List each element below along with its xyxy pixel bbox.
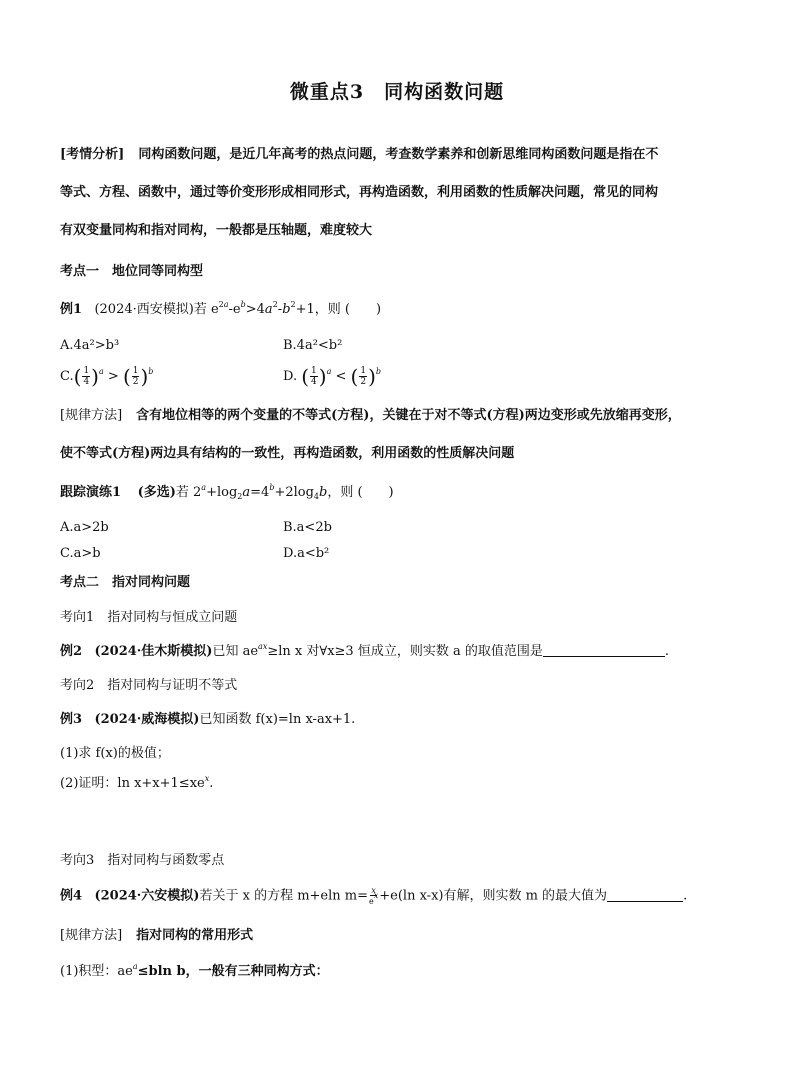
example-1-tail: ，则 ( ) [314, 302, 382, 317]
example-4-source: (2024·六安模拟) [94, 888, 200, 904]
example-1-option-b: B.4a²<b² [283, 338, 343, 353]
rule-text-1: 含有地位相等的两个变量的不等式(方程)，关键在于对不等式(方程)两边变形或先放缩再变形， [136, 408, 681, 423]
example-1-source: (2024·西安模拟) [94, 302, 194, 317]
analysis-tag: [考情分析] [60, 147, 125, 162]
item-1: (1)积型：$ae^a\le bln$ b，一般有三种同构方式： [60, 962, 329, 979]
rule-2 [60, 927, 253, 945]
track-label: 跟踪演练1 [60, 485, 122, 500]
example-4-text-2: +e(ln x-x)有解，则实数 m 的最大值为 [379, 888, 608, 904]
example-2-label: 例2 [60, 644, 83, 659]
example-2-text: 已知 ae [212, 644, 259, 659]
analysis-line-2: 等式、方程、函数中，通过等价变形形成相同形式，再构造函数，利用函数的性质解决问题，常见的同构 [60, 185, 659, 200]
page-title: 微重点3 同构函数问题 [289, 81, 505, 103]
rule-2-text: 指对同构的常用形式 [136, 928, 254, 943]
direction-3: 考向3 指对同构与函数零点 [60, 853, 225, 868]
item-1-text: (1)积型：ae [60, 964, 133, 979]
answer-blank[interactable] [607, 888, 683, 902]
example-3-question-2: (2)证明：$\ln x+x+1\le xe^x$. [60, 774, 214, 791]
example-2-source: (2024·佳木斯模拟) [94, 644, 213, 659]
example-3-source: (2024·威海模拟) [94, 712, 200, 727]
track-option-c: C.a>b [60, 546, 101, 561]
multi-choice-tag: (多选) [137, 485, 176, 500]
example-1: 例1 (2024·西安模拟)若 $e^{2a}-e^b>4a^2-b^2+1$，则 ( ) [60, 300, 382, 317]
example-3-question-1: (1)求 f(x)的极值； [60, 746, 170, 761]
item-1-text-2: ≤bln b，一般有三种同构方式： [137, 964, 329, 979]
answer-blank[interactable] [543, 643, 665, 657]
tracking-exercise-1: 跟踪演练1 (多选)若 $2^a+\log_2a=4^b+2\log_4b$，则 ( ) [60, 483, 394, 501]
section-heading-1: 考点一 地位同等同构型 [60, 264, 204, 279]
section-heading-2: 考点二 指对同构问题 [60, 575, 191, 590]
example-1-option-c: C.( $\frac{1}{4}$ )$^a$ > ( $\frac{1}{2}$ )$^b$ [60, 364, 154, 389]
analysis-line-3: 有双变量同构和指对同构，一般都是压轴题，难度较大 [60, 223, 373, 238]
track-option-b: B.a<2b [283, 520, 332, 535]
rule-line-2: 使不等式(方程)两边具有结构的一致性，再构造函数，利用函数的性质解决问题 [60, 446, 515, 461]
example-3-text: 已知函数 f(x)=ln x-ax+1. [199, 712, 356, 727]
rule-tag: [规律方法] [60, 408, 123, 423]
example-1-label: 例1 [60, 302, 83, 317]
track-option-a: A.a>2b [60, 520, 109, 535]
example-1-option-a: A.4a²>b³ [60, 338, 120, 353]
example-2-end: . [664, 644, 669, 659]
example-4-text: 若关于 x 的方程 m+eln m= [199, 888, 368, 904]
question-2-text: (2)证明：ln x+x+1≤xe [60, 776, 205, 791]
example-1-option-d: D. ( $\frac{1}{4}$ )$^a$ < ( $\frac{1}{2}$ )$^b$ [283, 364, 382, 389]
example-4-label: 例4 [60, 888, 83, 904]
option-d-label: D. [283, 369, 298, 384]
rule-line-1 [60, 407, 681, 425]
example-3-label: 例3 [60, 712, 83, 727]
option-c-label: C. [60, 369, 74, 384]
direction-2: 考向2 指对同构与证明不等式 [60, 678, 238, 693]
track-text: 若 2 [175, 485, 202, 500]
example-2-text-2: ≥ln x 对∀x≥3 恒成立，则实数 a 的取值范围是 [267, 644, 543, 659]
example-4: 例4 (2024·六安模拟)若关于 x 的方程 m+eln m= $\frac{x}{e^x}$ +e(ln x-x)有解，则实数 m 的最大值为 . [60, 886, 688, 906]
example-2: 例2 (2024·佳木斯模拟)已知 $ae^{ax}\ge\ln$ x 对∀x≥3 恒成立，则实数 a 的取值范围是 . [60, 642, 669, 659]
example-1-text: 若 e [193, 302, 219, 317]
direction-1: 考向1 指对同构与恒成立问题 [60, 610, 238, 625]
example-4-end: . [683, 888, 688, 904]
analysis-text-1: 同构函数问题，是近几年高考的热点问题，考查数学素养和创新思维同构函数问题是指在不 [138, 147, 659, 162]
analysis-line-1 [60, 146, 658, 164]
track-option-d: D.a<b² [283, 546, 330, 561]
example-3 [60, 711, 355, 729]
track-tail: ，则 ( ) [327, 485, 394, 500]
rule-2-tag: [规律方法] [60, 928, 123, 943]
